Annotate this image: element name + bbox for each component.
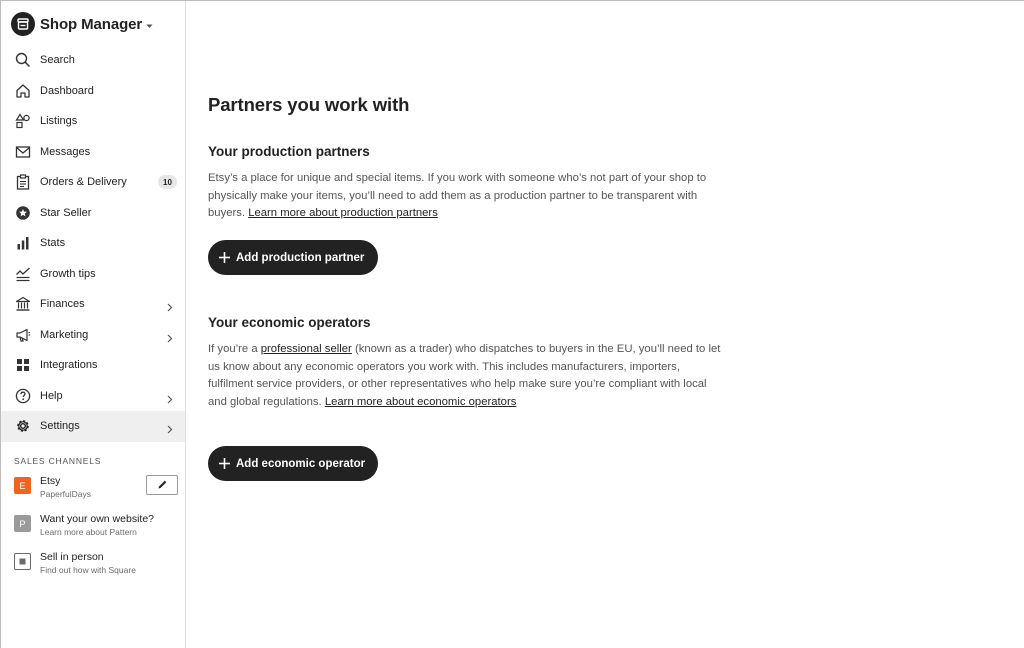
sidebar-item-marketing[interactable] — [1, 320, 185, 351]
channel-pattern-website[interactable] — [14, 513, 182, 541]
clipboard-icon — [14, 173, 32, 191]
shapes-icon — [14, 112, 32, 130]
add-economic-operator-label: Add economic operator — [236, 457, 366, 470]
sidebar-item-label: Dashboard — [40, 84, 94, 97]
channel-link-text: Find out how with Square — [40, 565, 136, 575]
sidebar-item-stats[interactable] — [1, 228, 185, 259]
help-icon — [14, 387, 32, 405]
shop-storefront-icon — [11, 12, 35, 36]
sidebar-item-finances[interactable] — [1, 289, 185, 320]
sidebar-item-label: Help — [40, 389, 63, 402]
sidebar-item-search[interactable] — [1, 45, 185, 76]
sidebar-item-listings[interactable] — [1, 106, 185, 137]
bank-icon — [14, 295, 32, 313]
channel-name: Sell in person — [40, 551, 104, 563]
sidebar-item-label: Marketing — [40, 328, 89, 341]
channel-name: Etsy — [40, 475, 61, 487]
sidebar-item-growth-tips[interactable] — [1, 259, 185, 290]
chevron-right-icon — [167, 330, 173, 348]
search-icon — [14, 51, 32, 69]
channel-text — [40, 475, 91, 500]
sidebar-item-help[interactable] — [1, 381, 185, 412]
sidebar-nav — [1, 45, 185, 442]
sidebar-item-label: Orders & Delivery — [40, 176, 127, 189]
sidebar-item-integrations[interactable] — [1, 350, 185, 381]
channel-shop-name: PaperfulDays — [40, 489, 92, 499]
add-production-partner-label: Add production partner — [236, 251, 365, 264]
caret-down-icon — [146, 16, 153, 34]
etsy-channel-badge: E — [14, 477, 31, 494]
channel-text — [40, 513, 154, 538]
sidebar-item-messages[interactable] — [1, 137, 185, 168]
pattern-channel-badge: P — [14, 515, 31, 532]
shop-manager-title: Shop Manager — [40, 15, 143, 33]
edit-channel-button[interactable] — [146, 475, 178, 495]
mail-icon — [14, 143, 32, 161]
home-icon — [14, 82, 32, 100]
sidebar-item-label: Star Seller — [40, 206, 92, 219]
sidebar-item-label: Stats — [40, 237, 66, 250]
economic-text-after: (known as a trader) who dispatches to buyers in the EU, you’ll need to let us know about any economic operators you work with. This includes manufacturers, importers, fulfilment service providers, or other representatives who help make sure you’re compliant with local and global regulations. — [208, 343, 721, 408]
sidebar-item-label: Finances — [40, 298, 85, 311]
bar-chart-icon — [14, 234, 32, 252]
learn-more-economic-link[interactable]: Learn more about economic operators — [324, 395, 517, 408]
plus-icon — [218, 457, 231, 470]
economic-text-before: If you’re a — [208, 343, 261, 355]
gear-icon — [14, 417, 32, 435]
channel-sell-in-person[interactable] — [14, 551, 182, 579]
chevron-right-icon — [167, 299, 173, 317]
learn-more-production-link[interactable]: Learn more about production partners — [248, 207, 438, 219]
channel-text — [40, 551, 136, 576]
sidebar-item-label: Settings — [40, 420, 80, 433]
sidebar — [1, 1, 186, 648]
trend-icon — [14, 265, 32, 283]
sidebar-item-label: Growth tips — [40, 267, 96, 280]
page-title: Partners you work with — [208, 94, 410, 115]
star-seal-icon — [14, 204, 32, 222]
sidebar-item-settings[interactable] — [1, 411, 185, 442]
square-icon — [14, 553, 31, 570]
grid-icon — [14, 356, 32, 374]
sidebar-item-dashboard[interactable] — [1, 76, 185, 107]
channel-name: Want your own website? — [40, 513, 154, 525]
sales-channels-heading: SALES CHANNELS — [14, 456, 102, 466]
pencil-icon — [157, 478, 168, 493]
channel-link-text: Learn more about Pattern — [40, 527, 137, 537]
sidebar-item-label: Search — [40, 54, 75, 67]
economic-operators-description — [208, 341, 726, 411]
megaphone-icon — [14, 326, 32, 344]
production-partners-text: Etsy’s a place for unique and special items. If you work with someone who’s not part of your shop to physically make your items, you’ll need to add them as a production partner to be transparent with buyers. — [208, 172, 707, 219]
sidebar-item-label: Messages — [40, 145, 91, 158]
economic-operators-heading: Your economic operators — [208, 315, 371, 330]
production-partners-description — [208, 170, 726, 223]
add-production-partner-button[interactable] — [208, 240, 378, 275]
add-economic-operator-button[interactable] — [208, 446, 378, 481]
sidebar-item-star-seller[interactable] — [1, 198, 185, 229]
shop-manager-switcher[interactable] — [11, 11, 153, 37]
professional-seller-link[interactable]: professional seller — [260, 343, 352, 355]
sidebar-item-label: Integrations — [40, 359, 98, 372]
orders-count-badge: 10 — [158, 175, 177, 189]
sidebar-item-orders-delivery[interactable] — [1, 167, 185, 198]
chevron-right-icon — [167, 421, 173, 439]
plus-icon — [218, 251, 231, 264]
production-partners-heading: Your production partners — [208, 144, 370, 159]
sidebar-item-label: Listings — [40, 115, 78, 128]
chevron-right-icon — [167, 391, 173, 409]
